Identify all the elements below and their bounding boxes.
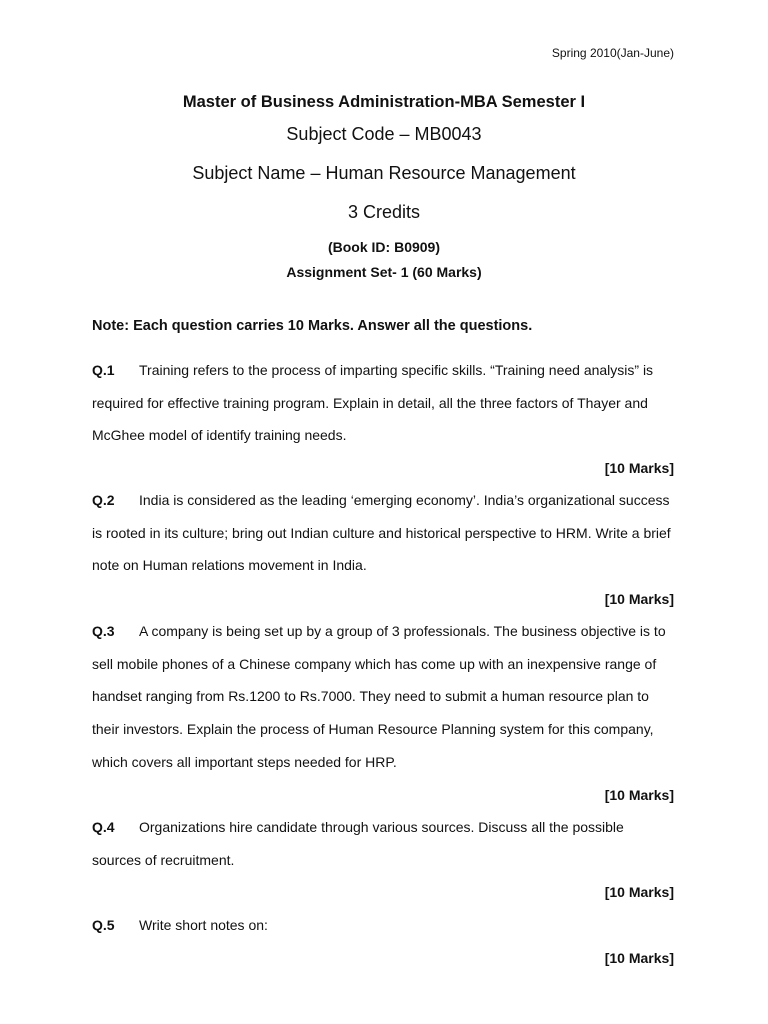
question-number: Q.1 — [92, 362, 115, 378]
question-text: Training refers to the process of imparting specific skills. “Training need analysis” is required for effective training program. Explain in detail, all the three factors of Thayer and McGhee model of identify training needs. — [92, 362, 654, 444]
question-number: Q.2 — [92, 492, 115, 508]
semester-label: Spring 2010(Jan-June) — [551, 46, 674, 60]
question-text: A company is being set up by a group of 3 professionals. The business objective is to sell mobile phones of a Chinese company which has come up with an inexpensive range of handset ranging from Rs.1200 to Rs.7000. They need to submit a human resource plan to their investors. Explain the process of Human Resource Planning system for this company, which covers all important steps needed for HRP. — [92, 623, 666, 770]
question-number: Q.3 — [92, 623, 115, 639]
question-3 — [92, 615, 676, 779]
note: Note: Each question carries 10 Marks. Answer all the questions. — [92, 318, 533, 334]
question-text: Write short notes on: — [139, 917, 268, 933]
book-id: (Book ID: B0909) — [327, 239, 441, 255]
program-title: Master of Business Administration-MBA Semester I — [182, 93, 586, 111]
assignment-title: Assignment Set- 1 (60 Marks) — [286, 264, 482, 280]
credits: 3 Credits — [347, 202, 421, 222]
question-number: Q.4 — [92, 819, 115, 835]
subject-name: Subject Name – Human Resource Management — [192, 163, 576, 183]
question-1 — [92, 354, 676, 452]
question-text: Organizations hire candidate through various sources. Discuss all the possible sources of recruitment. — [92, 819, 624, 868]
question-4 — [92, 811, 676, 876]
question-text: India is considered as the leading ‘emerging economy’. India’s organizational success is rooted in its culture; bring out Indian culture and historical perspective to HRM. Write a brief note on Human relations movement in India. — [92, 492, 671, 574]
question-2 — [92, 484, 676, 582]
question-5-marks: [10 Marks] — [604, 950, 674, 966]
subject-code: Subject Code – MB0043 — [286, 124, 482, 144]
question-1-marks: [10 Marks] — [604, 460, 674, 476]
question-5 — [92, 909, 676, 942]
question-2-marks: [10 Marks] — [604, 591, 674, 607]
question-number: Q.5 — [92, 917, 115, 933]
question-4-marks: [10 Marks] — [604, 884, 674, 900]
question-3-marks: [10 Marks] — [604, 787, 674, 803]
